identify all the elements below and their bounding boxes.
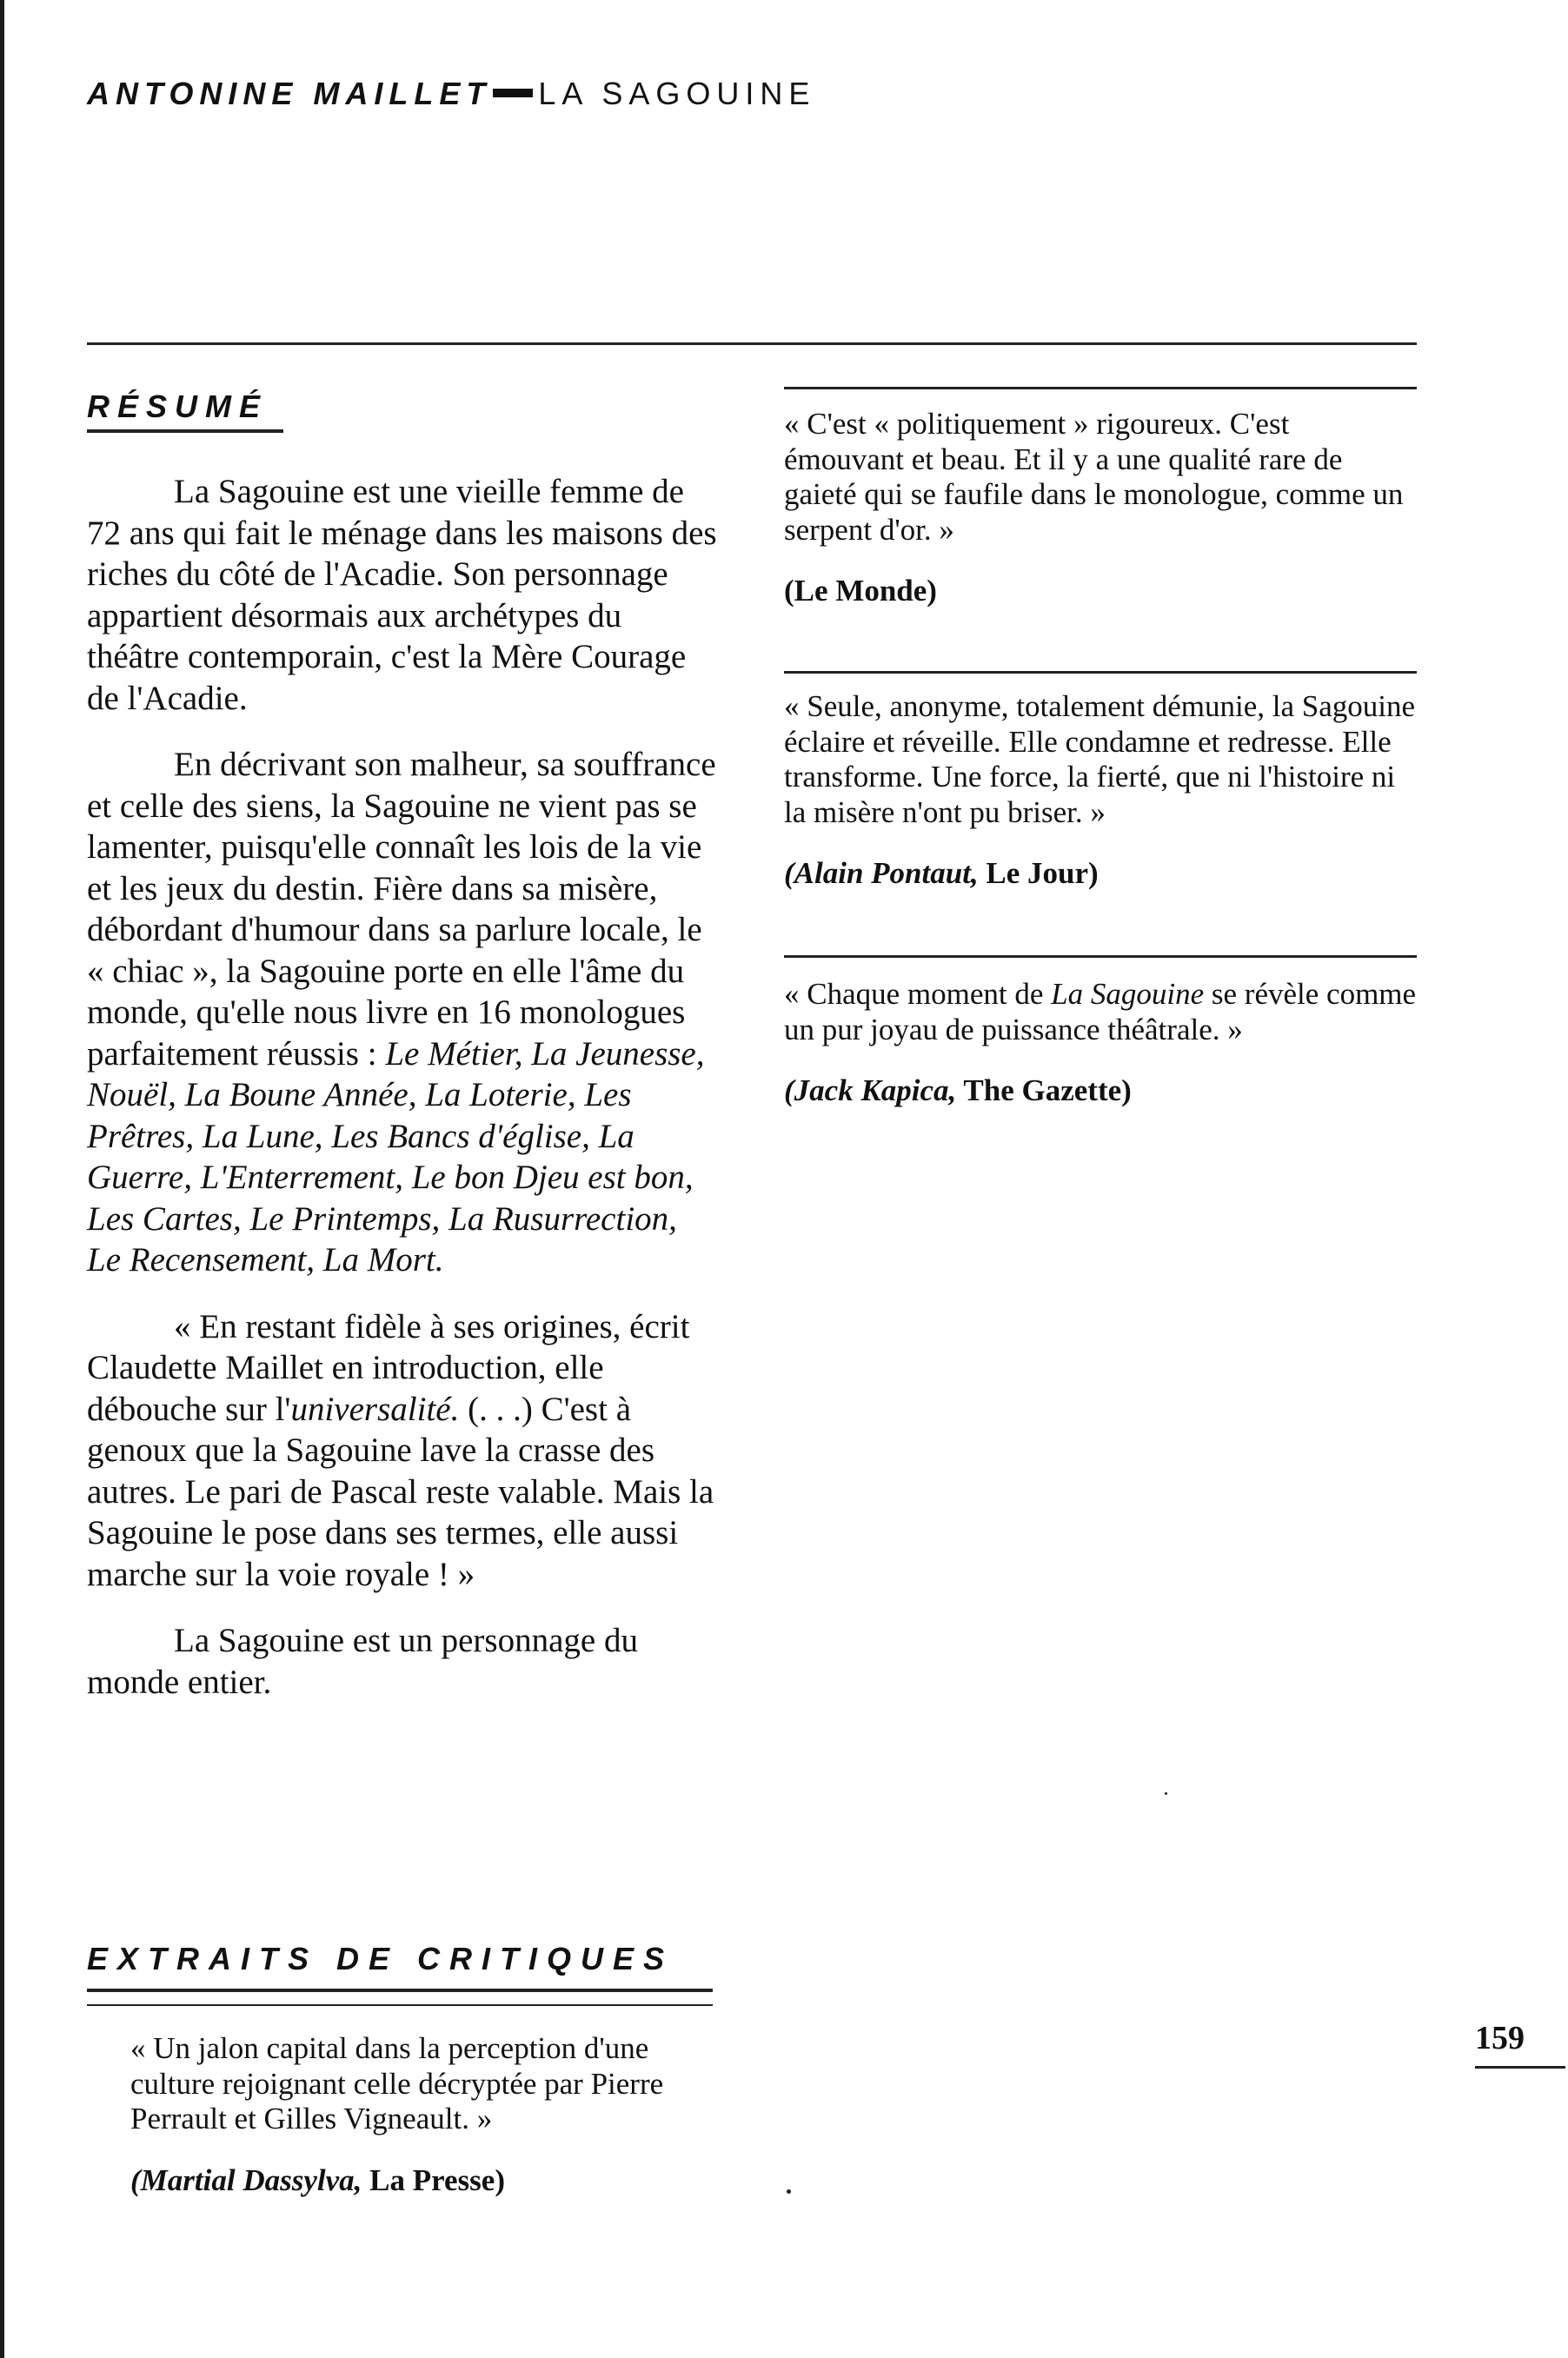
critique-1-quote: « C'est « politiquement » rigoureux. C'est émouvant et beau. Et il y a une qualité rare de gaieté qui se faufile dans le monologue, comme un serpent d'or. » <box>784 407 1404 547</box>
critique-3-author: (Jack Kapica, <box>784 1073 957 1107</box>
resume-paragraph-3-text-a: « En restant fidèle à ses origines, écrit Claudette Maillet en introduction, elle débouche sur l' <box>87 1307 690 1428</box>
extraits-heading-double-underline <box>87 2004 713 2006</box>
page-number-rule <box>1475 2066 1565 2069</box>
running-head <box>87 75 815 113</box>
stray-mark-small <box>1165 1792 1167 1795</box>
critique-4-author: (Martial Dassylva, <box>130 2162 362 2197</box>
monologue-titles: Le Métier, La Jeunesse, Nouël, La Boune Année, La Loterie, Les Prêtres, La Lune, Les Bancs d'église, La Guerre, L'Enterrement, Le bon Djeu est bon, Les Cartes, Le Printemps, La Rusurrection, Le Recensement, La Mort. <box>87 1034 705 1279</box>
running-head-separator <box>493 89 533 97</box>
critique-2-quote: « Seule, anonyme, totalement démunie, la Sagouine éclaire et réveille. Elle condamne et redresse. Elle transforme. Une force, la fierté, que ni l'histoire ni la misère n'ont pu briser. » <box>784 689 1416 829</box>
resume-heading: RÉSUMÉ <box>87 389 269 424</box>
critique-4 <box>130 2031 721 2198</box>
critique-3-top-rule <box>784 955 1417 958</box>
critique-3-citation <box>784 1073 1417 1108</box>
resume-paragraph-3 <box>87 1306 717 1596</box>
critique-2 <box>784 689 1417 891</box>
running-head-author: ANTONINE MAILLET <box>87 76 492 111</box>
extraits-heading: EXTRAITS DE CRITIQUES <box>87 1941 674 1976</box>
critique-1-citation: (Le Monde) <box>784 574 937 608</box>
resume-paragraph-1: La Sagouine est une vieille femme de 72 ans qui fait le ménage dans les maisons des riches du côté de l'Acadie. Son personnage appartient désormais aux archétypes du théâtre contemporain, c'est la Mère Courage de l'Acadie. <box>87 473 717 717</box>
critique-4-source: La Presse) <box>362 2162 505 2197</box>
critique-3-text-b: se révèle comme un pur joyau de puissance théâtrale. » <box>784 977 1417 1046</box>
critique-1-top-rule <box>784 387 1417 389</box>
resume-paragraph-2-text: En décrivant son malheur, sa souffrance et celle des siens, la Sagouine ne vient pas se lamenter, puisqu'elle connaît les lois de la vie et les jeux du destin. Fière dans sa misère, débordant d'humour dans sa parlure locale, le « chiac », la Sagouine porte en elle l'âme du monde, qu'elle nous livre en 16 monologues parfaitement réussis : <box>87 746 716 1073</box>
extraits-heading-underline <box>87 1989 713 1992</box>
critique-2-author: (Alain Pontaut, <box>784 856 979 890</box>
critique-2-source: Le Jour) <box>978 856 1099 890</box>
resume-paragraph-4: La Sagouine est un personnage du monde entier. <box>87 1622 638 1701</box>
resume-paragraph-2 <box>87 744 717 1281</box>
critique-2-citation <box>784 856 1417 891</box>
resume-body <box>87 471 717 1728</box>
resume-paragraph-3-emphasis: universalité. <box>290 1390 460 1428</box>
page-number: 159 <box>1475 2020 1525 2056</box>
critique-3-title: La Sagouine <box>1051 977 1205 1011</box>
resume-heading-underline <box>87 429 283 433</box>
critique-4-citation <box>130 2163 721 2198</box>
critique-3-quote <box>784 977 1417 1047</box>
critique-3-source: The Gazette) <box>956 1073 1132 1107</box>
critique-3-text-a: « Chaque moment de <box>784 977 1052 1011</box>
resume-paragraph-3-text-b: (. . .) C'est à genoux que la Sagouine lave la crasse des autres. Le pari de Pascal reste valable. Mais la Sagouine le pose dans ses termes, elle aussi marche sur la voie royale ! » <box>87 1390 714 1593</box>
critique-1 <box>784 407 1417 608</box>
critique-3 <box>784 977 1417 1108</box>
running-head-title: LA SAGOUINE <box>538 76 816 111</box>
critique-2-top-rule <box>784 671 1417 674</box>
critique-4-quote: « Un jalon capital dans la perception d'une culture rejoignant celle décryptée par Pierre Perrault et Gilles Vigneault. » <box>130 2031 664 2135</box>
stray-mark <box>787 2189 791 2194</box>
top-rule <box>87 342 1417 345</box>
page-edge-border <box>0 0 4 2358</box>
